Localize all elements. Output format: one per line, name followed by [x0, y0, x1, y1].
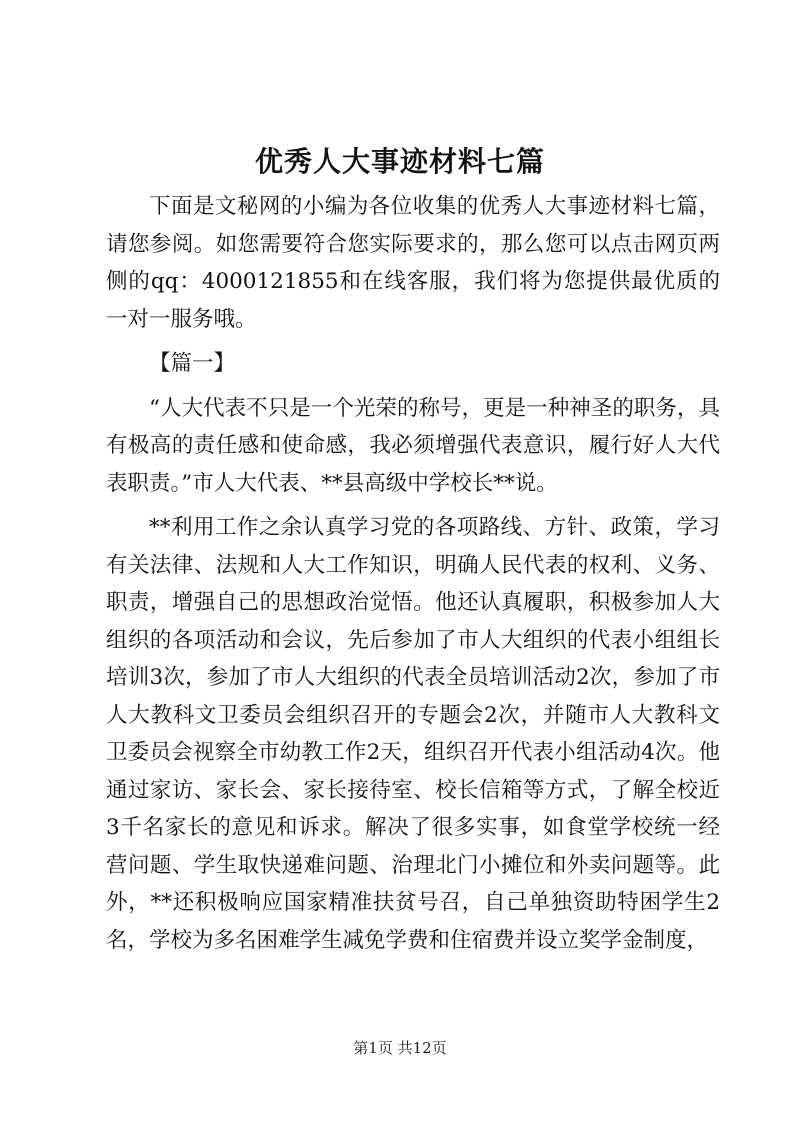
quote-paragraph: “人大代表不只是一个光荣的称号，更是一种神圣的职务，具有极高的责任感和使命感，我必须增强代表意识，履行好人大代表职责。”市人大代表、**县高级中学校长**说。 [106, 395, 720, 496]
document-title: 优秀人大事迹材料七篇 [254, 145, 545, 178]
section-heading: 【篇一】 [149, 351, 236, 376]
page-number-footer: 第1页 共12页 [353, 1039, 447, 1057]
intro-paragraph: 下面是文秘网的小编为各位收集的优秀人大事迹材料七篇，请您参阅。如您需要符合您实际要求的，那么您可以点击网页两侧的qq：4000121855和在线客服，我们将为您提供最优质的一对一服务哦。 [106, 194, 720, 332]
document-body [106, 188, 720, 959]
body-paragraph: **利用工作之余认真学习党的各项路线、方针、政策，学习有关法律、法规和人大工作知识，明确人民代表的权利、义务、职责，增强自己的思想政治觉悟。他还认真履职，积极参加人大组织的各项活动和会议，先后参加了市人大组织的代表小组组长培训3次，参加了市人大组织的代表全员培训活动2次，参加了市人大教科文卫委员会组织召开的专题会2次，并随市人大教科文卫委员会视察全市幼教工作2天，组织召开代表小组活动4次。他通过家访、家长会、家长接待室、校长信箱等方式，了解全校近3千名家长的意见和诉求。解决了很多实事，如食堂学校统一经营问题、学生取快递难问题、治理北门小摊位和外卖问题等。此外，**还积极响应国家精准扶贫号召，自己单独资助特困学生2名，学校为多名困难学生减免学费和住宿费并设立奖学金制度， [106, 515, 720, 953]
